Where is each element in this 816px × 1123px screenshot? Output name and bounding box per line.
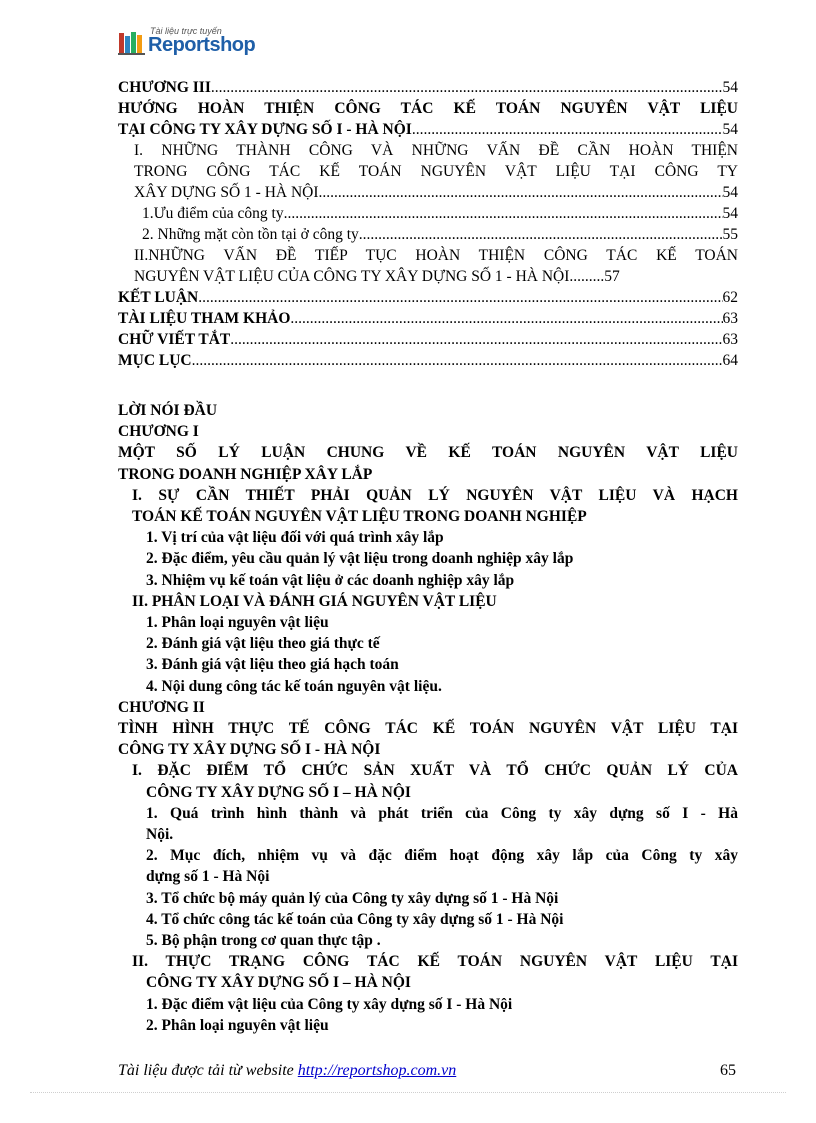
toc-row-section-2-line1: II.NHỮNG VẤN ĐỀ TIẾP TỤC HOÀN THIỆN CÔNG TÁC KẾ TOÁN <box>134 247 738 264</box>
outline-line: 3. Nhiệm vụ kế toán vật liệu ở các doanh nghiệp xây lắp <box>146 571 515 589</box>
toc-row-chapter-3[interactable]: CHƯƠNG III ..... 54 <box>118 77 738 98</box>
outline-line: II. THỰC TRẠNG CÔNG TÁC KẾ TOÁN NGUYÊN VẬT LIỆU TẠI <box>132 953 738 971</box>
toc-row-section-1-1[interactable]: 1.Ưu điểm của công ty ..... 54 <box>118 203 738 224</box>
page-footer <box>118 1062 738 1080</box>
outline-line: 2. Phân loại nguyên vật liệu <box>146 1016 329 1034</box>
page-number: 65 <box>720 1062 736 1079</box>
outline-line: Nội. <box>146 826 174 844</box>
outline-line: 5. Bộ phận trong cơ quan thực tập . <box>146 932 381 950</box>
toc-row-contents[interactable]: MỤC LỤC ..... 64 <box>118 350 738 371</box>
outline-line: LỜI NÓI ĐẦU <box>118 402 218 419</box>
outline-line: TÌNH HÌNH THỰC TẾ CÔNG TÁC KẾ TOÁN NGUYÊN VẬT LIỆU TẠI <box>118 720 738 738</box>
outline-line: 1. Quá trình hình thành và phát triển của Công ty xây dựng số I - Hà <box>146 804 738 822</box>
outline-line: CHƯƠNG II <box>118 698 205 716</box>
outline-line: 3. Đánh giá vật liệu theo giá hạch toán <box>146 656 399 674</box>
toc-row-chapter-3-title-line2[interactable]: TẠI CÔNG TY XÂY DỰNG SỐ I - HÀ NỘI ..... 54 <box>118 119 738 140</box>
outline-line: 3. Tổ chức bộ máy quản lý của Công ty xây dựng số 1 - Hà Nội <box>146 889 559 907</box>
outline-line: 1. Vị trí của vật liệu đối với quá trình xây lắp <box>146 529 444 547</box>
table-of-contents <box>118 77 738 371</box>
books-icon <box>118 30 146 56</box>
outline-line: I. ĐẶC ĐIỂM TỔ CHỨC SẢN XUẤT VÀ TỔ CHỨC QUẢN LÝ CỦA <box>132 762 738 780</box>
outline-line: 4. Tổ chức công tác kế toán của Công ty xây dựng số 1 - Hà Nội <box>146 910 564 928</box>
toc-row-section-1-line3[interactable]: XÂY DỰNG SỐ 1 - HÀ NỘI ..... 54 <box>118 182 738 203</box>
page-edge-divider <box>30 1092 786 1093</box>
outline-line: CÔNG TY XÂY DỰNG SỐ I – HÀ NỘI <box>146 783 411 801</box>
outline-line: CÔNG TY XÂY DỰNG SỐ I – HÀ NỘI <box>146 974 411 992</box>
outline-line: I. SỰ CẦN THIẾT PHẢI QUẢN LÝ NGUYÊN VẬT LIỆU VÀ HẠCH <box>132 486 738 504</box>
logo-brand: Reportshop <box>148 34 256 56</box>
reportshop-logo <box>118 24 278 58</box>
toc-row-chapter-3-title-line1: HƯỚNG HOÀN THIỆN CÔNG TÁC KẾ TOÁN NGUYÊN VẬT LIỆU <box>118 100 738 117</box>
toc-row-conclusion[interactable]: KẾT LUẬN ..... 62 <box>118 287 738 308</box>
footer-link[interactable]: http://reportshop.com.vn <box>297 1062 457 1079</box>
outline-line: 1. Phân loại nguyên vật liệu <box>146 614 329 632</box>
outline-line: MỘT SỐ LÝ LUẬN CHUNG VỀ KẾ TOÁN NGUYÊN VẬT LIỆU <box>118 444 738 462</box>
outline-line: TRONG DOANH NGHIỆP XÂY LẮP <box>118 465 373 483</box>
outline-line: 2. Mục đích, nhiệm vụ và đặc điểm hoạt động xây lắp của Công ty xây <box>146 847 738 865</box>
outline-line: 1. Đặc điểm vật liệu của Công ty xây dựng số I - Hà Nội <box>146 995 513 1013</box>
toc-row-section-1-line2: TRONG CÔNG TÁC KẾ TOÁN NGUYÊN VẬT LIỆU TẠI CÔNG TY <box>134 163 738 180</box>
outline-line: TOÁN KẾ TOÁN NGUYÊN VẬT LIỆU TRONG DOANH NGHIỆP <box>132 508 587 526</box>
toc-row-section-2-line2[interactable]: NGUYÊN VẬT LIỆU CỦA CÔNG TY XÂY DỰNG SỐ 1 - HÀ NỘI ......... 57 <box>134 268 620 285</box>
outline-line: 2. Đặc điểm, yêu cầu quản lý vật liệu trong doanh nghiệp xây lắp <box>146 550 574 568</box>
outline-line: 2. Đánh giá vật liệu theo giá thực tế <box>146 635 380 653</box>
footer-text: Tài liệu được tải từ website <box>118 1062 298 1079</box>
toc-row-abbreviations[interactable]: CHỮ VIẾT TẮT ..... 63 <box>118 329 738 350</box>
toc-row-section-1-line1: I. NHỮNG THÀNH CÔNG VÀ NHỮNG VẤN ĐỀ CẦN HOÀN THIỆN <box>134 142 738 159</box>
outline-line: CÔNG TY XÂY DỰNG SỐ I - HÀ NỘI <box>118 741 381 759</box>
outline-line: dựng số 1 - Hà Nội <box>146 868 270 886</box>
outline-line: 4. Nội dung công tác kế toán nguyên vật liệu. <box>146 677 442 695</box>
toc-row-section-1-2[interactable]: 2. Những mặt còn tồn tại ở công ty ..... 55 <box>118 224 738 245</box>
toc-row-references[interactable]: TÀI LIỆU THAM KHẢO ..... 63 <box>118 308 738 329</box>
outline-line: CHƯƠNG I <box>118 423 199 441</box>
logo-tagline: Tài liệu trực tuyến <box>150 26 222 36</box>
document-outline <box>118 400 738 1036</box>
outline-line: II. PHÂN LOẠI VÀ ĐÁNH GIÁ NGUYÊN VẬT LIỆU <box>132 592 497 610</box>
